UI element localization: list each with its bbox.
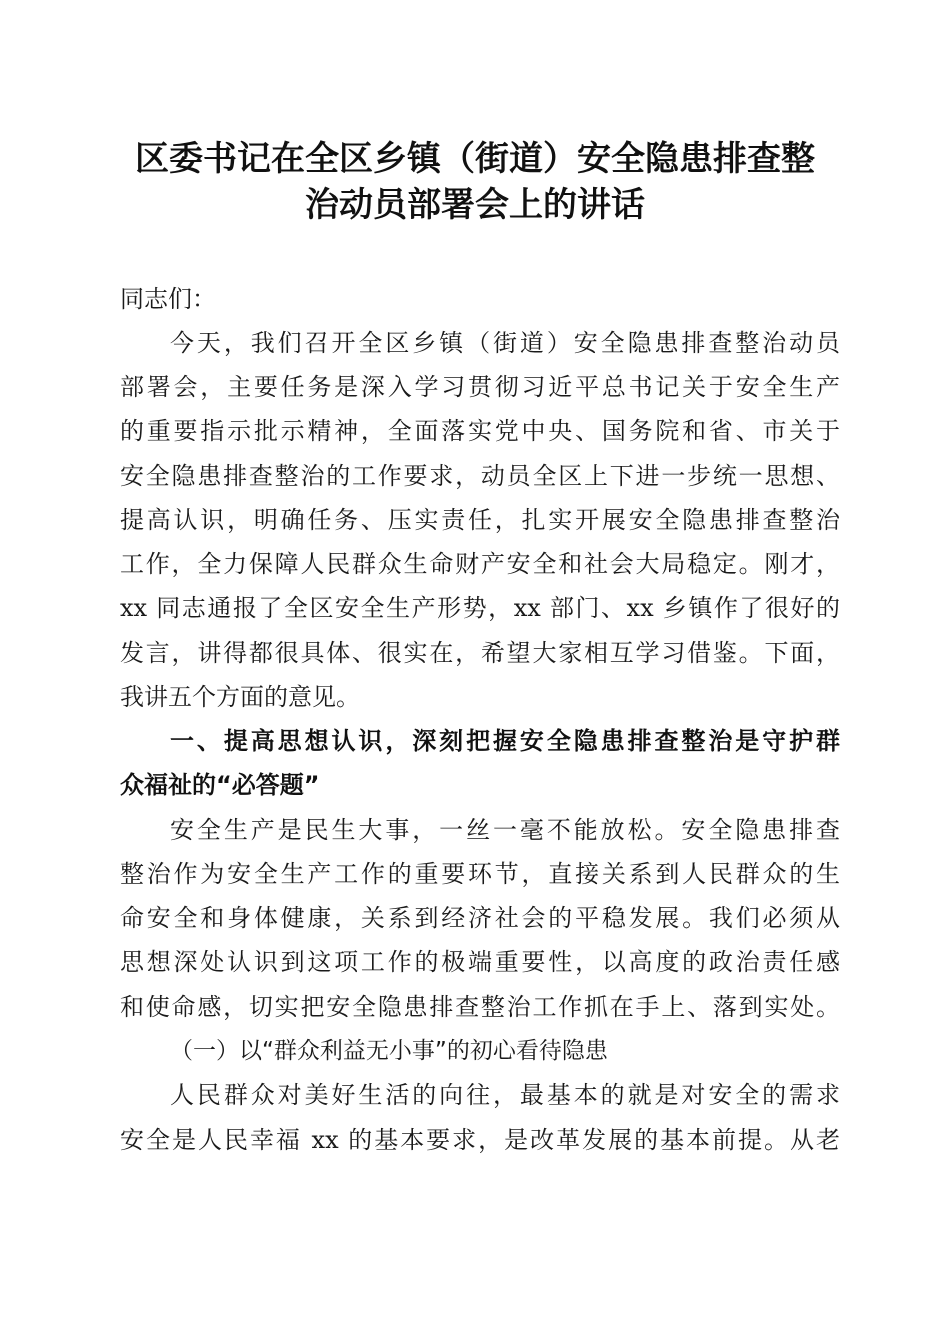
paragraph-3-line: 人民群众对美好生活的向往，最基本的就是对安全的需求 (170, 1081, 840, 1109)
paragraph-1-line: xx 同志通报了全区安全生产形势，xx 部门、xx 乡镇作了很好的 (120, 594, 840, 622)
paragraph-2-line: 命安全和身体健康，关系到经济社会的平稳发展。我们必须从 (120, 904, 840, 932)
section-heading-1-line: 一、提高思想认识，深刻把握安全隐患排查整治是守护群 (170, 727, 840, 755)
paragraph-1-line: 提高认识，明确任务、压实责任，扎实开展安全隐患排查整治 (120, 506, 840, 534)
salutation: 同志们： (120, 285, 216, 313)
document-title-line-1: 区委书记在全区乡镇（街道）安全隐患排查整 (135, 139, 815, 179)
paragraph-1-line: 今天，我们召开全区乡镇（街道）安全隐患排查整治动员 (170, 329, 840, 357)
paragraph-2-line: 整治作为安全生产工作的重要环节，直接关系到人民群众的生 (120, 860, 840, 888)
paragraph-1-line: 安全隐患排查整治的工作要求，动员全区上下进一步统一思想、 (120, 462, 840, 490)
section-heading-1-line: 众福祉的“必答题” (120, 771, 320, 799)
document-title-line-2: 治动员部署会上的讲话 (305, 185, 645, 225)
paragraph-2-line: 和使命感，切实把安全隐患排查整治工作抓在手上、落到实处。 (120, 993, 840, 1021)
paragraph-2-line: 思想深处认识到这项工作的极端重要性，以高度的政治责任感 (120, 948, 840, 976)
paragraph-1-line: 的重要指示批示精神，全面落实党中央、国务院和省、市关于 (120, 417, 840, 445)
subsection-heading-1: （一）以“群众利益无小事”的初心看待隐患 (170, 1038, 608, 1064)
paragraph-1-line: 工作，全力保障人民群众生命财产安全和社会大局稳定。刚才， (120, 550, 840, 578)
paragraph-1-line: 我讲五个方面的意见。 (120, 683, 360, 711)
paragraph-3-line: 安全是人民幸福 xx 的基本要求，是改革发展的基本前提。从老 (120, 1126, 840, 1154)
paragraph-1-line: 发言，讲得都很具体、很实在，希望大家相互学习借鉴。下面， (120, 639, 840, 667)
paragraph-2-line: 安全生产是民生大事，一丝一毫不能放松。安全隐患排查 (170, 816, 840, 844)
paragraph-1-line: 部署会，主要任务是深入学习贯彻习近平总书记关于安全生产 (120, 373, 840, 401)
